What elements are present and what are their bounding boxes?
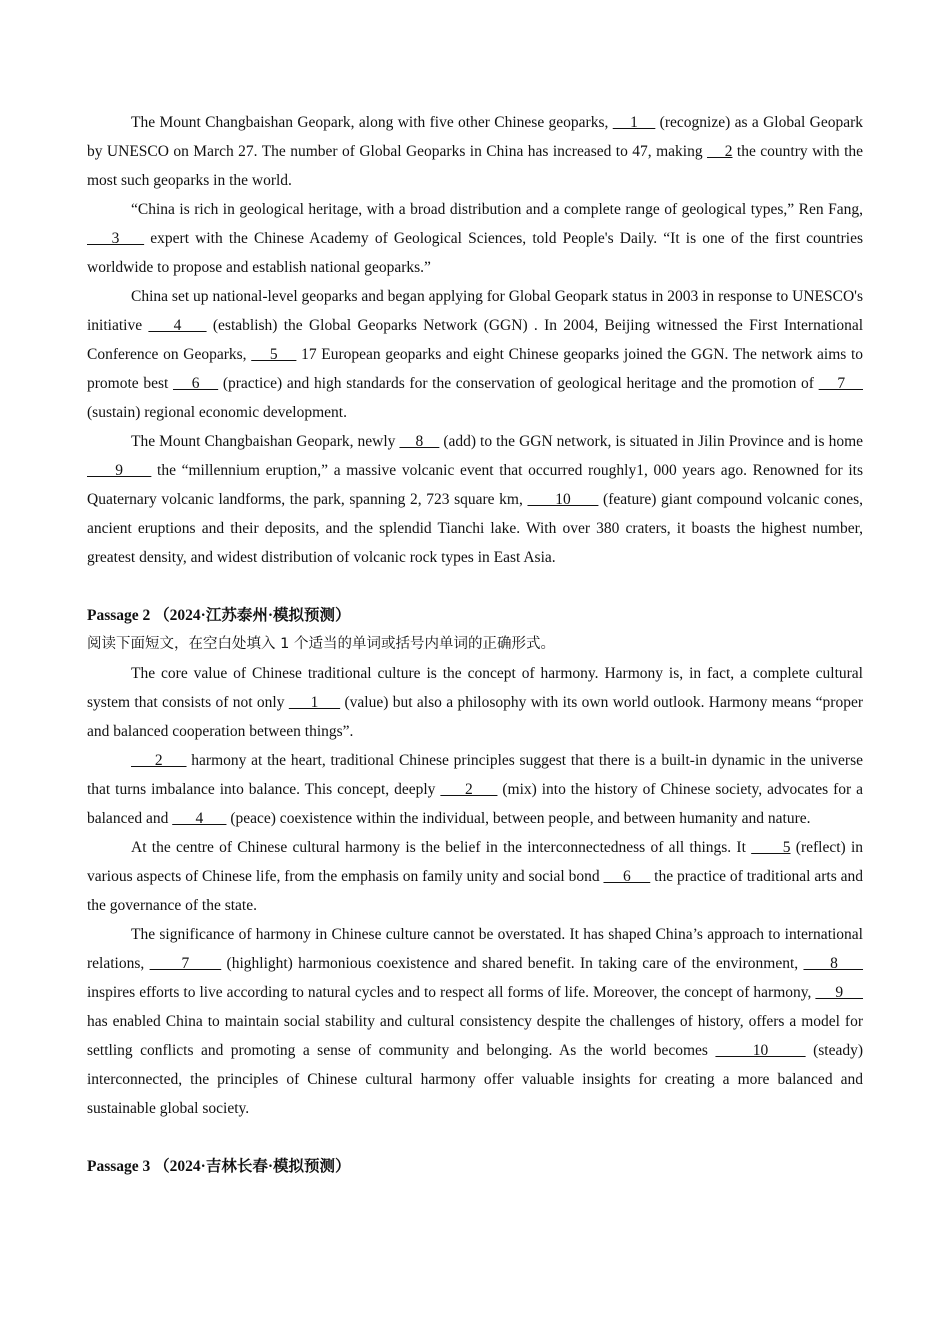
passage2-paragraph-4: The significance of harmony in Chinese culture cannot be overstated. It has shaped China’s approach to international relations, 7 (highlight) harmonious coexistence and shared benefit. In taking care of the environment, 8 inspires efforts to live according to natural cycles and to respect all forms of life. Moreover, the concept of harmony, 9 has enabled China to maintain social stability and cultural consistency despite the challenges of history, offers a model for settling conflicts and promoting a sense of community and belonging. As the world becomes 10 (steady) interconnected, the principles of Chinese cultural harmony offer valuable insights for creating a more balanced and sustainable global society. bbox=[87, 926, 864, 1117]
blank-6[interactable]: 6 bbox=[603, 868, 651, 885]
spacer bbox=[87, 1123, 863, 1152]
blank-4[interactable]: 4 bbox=[172, 810, 227, 827]
blank-7[interactable]: 7 bbox=[149, 955, 222, 972]
blank-6[interactable]: 6 bbox=[172, 375, 219, 392]
blank-9[interactable]: 9 bbox=[815, 984, 864, 1001]
blank-4[interactable]: 4 bbox=[148, 317, 207, 334]
blank-10[interactable]: 10 bbox=[527, 491, 599, 508]
blank-8[interactable]: 8 bbox=[803, 955, 864, 972]
blank-5[interactable]: 5 bbox=[751, 839, 791, 856]
blank-3[interactable]: 3 bbox=[87, 230, 145, 247]
blank-9[interactable]: 9 bbox=[87, 462, 152, 479]
spacer bbox=[87, 572, 863, 601]
passage2-title: Passage 2 （2024·江苏泰州·模拟预测） bbox=[87, 607, 351, 624]
document-page bbox=[87, 108, 863, 1181]
passage2-instruction: 阅读下面短文，在空白处填入 1 个适当的单词或括号内单词的正确形式。 bbox=[87, 636, 555, 652]
passage1-paragraph-2: “China is rich in geological heritage, with a broad distribution and a complete range of geological types,” Ren Fang, 3 expert with the Chinese Academy of Geological Sciences, told People's Daily. “It is one of the first countries worldwide to propose and establish national geoparks.” bbox=[87, 201, 863, 276]
passage2-paragraph-2: 2 harmony at the heart, traditional Chinese principles suggest that there is a built-in dynamic in the universe that turns imbalance into balance. This concept, deeply 2 (mix) into the history of Chinese society, advocates for a balanced and 4 (peace) coexistence within the individual, between people, and between humanity and nature. bbox=[87, 752, 863, 827]
blank-3[interactable]: 2 bbox=[440, 781, 498, 798]
passage2-paragraph-3: At the centre of Chinese cultural harmony is the belief in the interconnectedness of all things. It 5 (reflect) in various aspects of Chinese life, from the emphasis on family unity and social bond 6 the practice of traditional arts and the governance of the state. bbox=[87, 839, 864, 914]
passage1-paragraph-4: The Mount Changbaishan Geopark, newly 8 (add) to the GGN network, is situated in Jilin Province and is home 9 the “millennium eruption,” a massive volcanic event that occurred roughly1, 000 years ago. Renowned for its Quaternary volcanic landforms, the park, spanning 2, 723 square km, 10 (feature) giant compound volcanic cones, ancient eruptions and their deposits, and the splendid Tianchi lake. With over 380 craters, it boasts the highest number, greatest density, and widest distribution of volcanic rock types in East Asia. bbox=[87, 433, 864, 566]
blank-2[interactable]: 2 bbox=[707, 143, 733, 160]
passage2-paragraph-1: The core value of Chinese traditional culture is the concept of harmony. Harmony is, in fact, a complete cultural system that consists of not only 1 (value) but also a philosophy with its own world outlook. Harmony means “proper and balanced cooperation between things”. bbox=[87, 665, 863, 740]
blank-8[interactable]: 8 bbox=[399, 433, 440, 450]
blank-1[interactable]: 1 bbox=[288, 694, 341, 711]
passage1-paragraph-3: China set up national-level geoparks and began applying for Global Geopark status in 2003 in response to UNESCO's initiative 4 (establish) the Global Geoparks Network (GGN) . In 2004, Beijing witnessed the First International Conference on Geoparks, 5 17 European geoparks and eight Chinese geoparks joined the GGN. The network aims to promote best 6 (practice) and high standards for the conservation of geological heritage and the promotion of 7 (sustain) regional economic development. bbox=[87, 288, 864, 421]
blank-2[interactable]: 2 bbox=[131, 752, 187, 769]
passage3-title: Passage 3 （2024·吉林长春·模拟预测） bbox=[87, 1158, 351, 1175]
passage1-paragraph-1: The Mount Changbaishan Geopark, along with five other Chinese geoparks, 1 (recognize) as a Global Geopark by UNESCO on March 27. The number of Global Geoparks in China has increased to 47, making 2 the country with the most such geoparks in the world. bbox=[87, 114, 864, 189]
blank-1[interactable]: 1 bbox=[612, 114, 656, 131]
blank-5[interactable]: 5 bbox=[251, 346, 297, 363]
blank-10[interactable]: 10 bbox=[715, 1042, 806, 1059]
blank-7[interactable]: 7 bbox=[818, 375, 863, 392]
